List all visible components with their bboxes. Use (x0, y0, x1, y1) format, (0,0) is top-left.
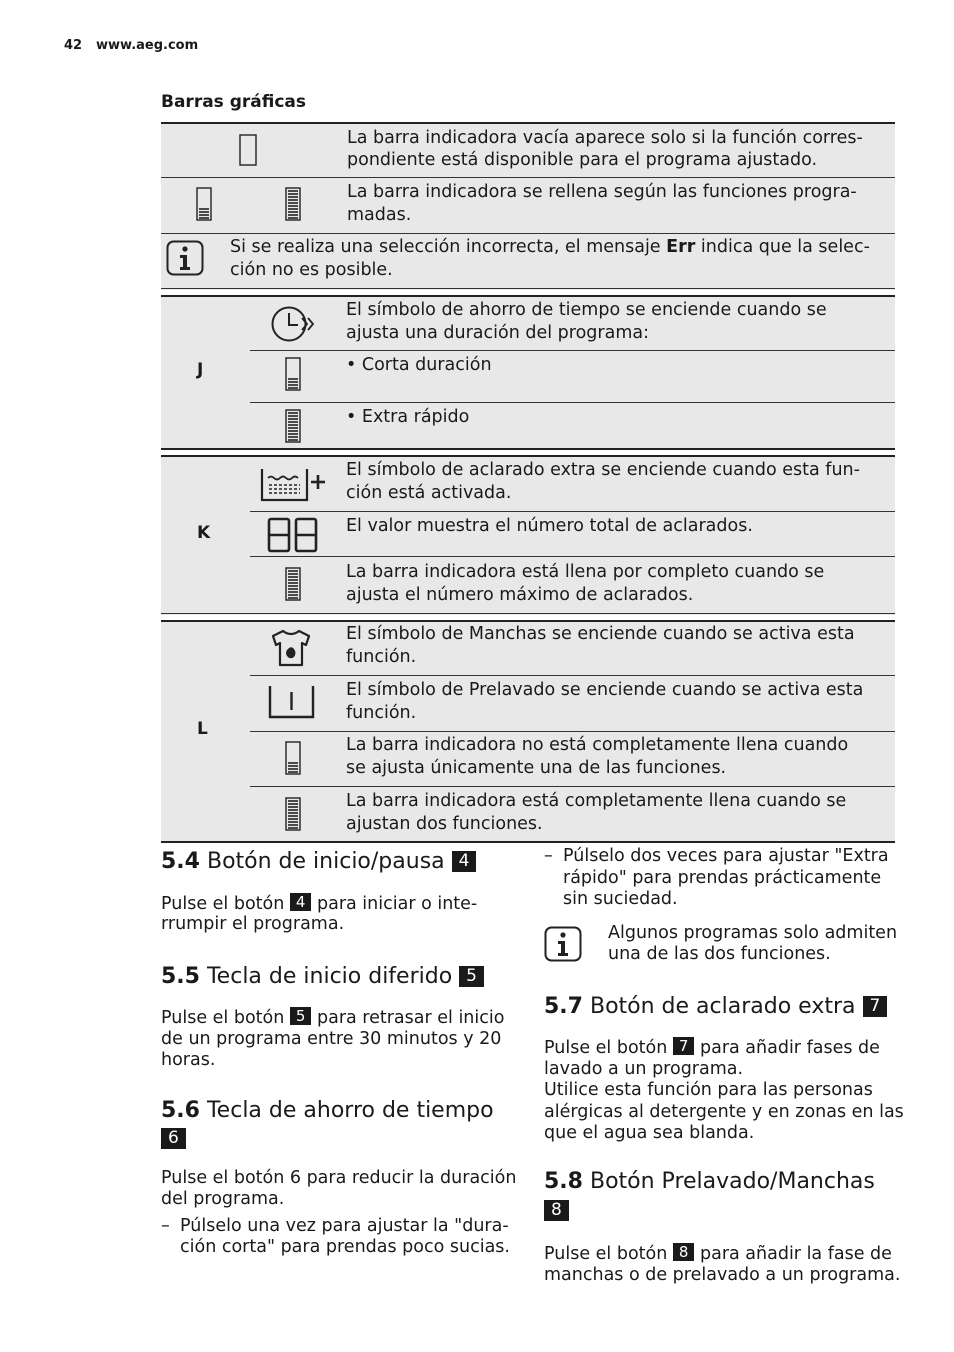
s56-d1-l2: ción corta" para prendas poco sucias. (180, 1237, 510, 1257)
j-r1-l2: ajusta una duración del programa: (346, 323, 649, 343)
j-r2-text: • Corta duración (346, 355, 492, 375)
k-r1-l2: ción está activada. (346, 483, 512, 503)
full-bar-icon (285, 187, 301, 221)
s56-d2-l2: rápido" para prendas prácticamente (563, 868, 882, 888)
time-save-icon (269, 304, 317, 344)
heading-5-8-box: 8 (544, 1200, 569, 1221)
group-l-letter: L (197, 719, 208, 739)
heading-5-6-box: 6 (161, 1128, 186, 1149)
barras-table (161, 122, 895, 290)
s55-para-l2: de un programa entre 30 minutos y 20 (161, 1029, 502, 1049)
full-bar-icon (285, 409, 301, 443)
s57-para-l1: Pulse el botón 7 para añadir fases de (544, 1037, 880, 1058)
l-r1-l1: El símbolo de Manchas se enciende cuando se activa esta (346, 624, 855, 644)
s56-info-l1: Algunos programas solo admiten (608, 923, 898, 943)
info-text-l1: Si se realiza una selección incorrecta, el mensaje Err indica que la selec- (230, 237, 870, 257)
heading-5-6: 5.6 Tecla de ahorro de tiempo (161, 1098, 494, 1123)
group-l-table (161, 620, 895, 842)
l-r3-l1: La barra indicadora no está completamente llena cuando (346, 735, 849, 755)
heading-5-7: 5.7 Botón de aclarado extra 7 (544, 993, 887, 1021)
j-r3-text: • Extra rápido (346, 407, 470, 427)
empty-bar-icon (239, 134, 257, 166)
full-bar-icon (285, 567, 301, 601)
info-text-l2: ción no es posible. (230, 260, 393, 280)
group-k-letter: K (197, 523, 211, 543)
s56-d2-l3: sin suciedad. (563, 889, 678, 909)
s56-d1-l1: Púlselo una vez para ajustar la "dura- (180, 1216, 509, 1236)
l-r2-l2: función. (346, 703, 417, 723)
l-r1-l2: función. (346, 647, 417, 667)
s55-para-l3: horas. (161, 1050, 216, 1070)
full-bar-icon (285, 797, 301, 831)
l-r4-l1: La barra indicadora está completamente llena cuando se (346, 791, 847, 811)
heading-5-5: 5.5 Tecla de inicio diferido 5 (161, 963, 484, 991)
s57-para-l5: que el agua sea blanda. (544, 1123, 755, 1143)
s56-info-l2: una de las dos funciones. (608, 944, 831, 964)
group-j-table (161, 295, 895, 450)
s55-para-l1: Pulse el botón 5 para retrasar el inicio (161, 1007, 505, 1028)
header-url: www.aeg.com (96, 38, 199, 53)
digit-display-icon (267, 517, 319, 553)
prewash-icon (268, 684, 316, 720)
section-title-barras: Barras gráficas (161, 92, 306, 112)
page-number: 42 (64, 38, 83, 53)
s54-para-l2: rrumpir el programa. (161, 914, 345, 934)
group-j-letter: J (197, 360, 204, 380)
s56-dash-2: – (544, 846, 553, 866)
row2-text-l1: La barra indicadora se rellena según las funciones progra- (347, 182, 857, 202)
s57-para-l2: lavado a un programa. (544, 1059, 744, 1079)
row1-text-l1: La barra indicadora vacía aparece solo si la función corres- (347, 128, 863, 148)
s58-para-l1: Pulse el botón 8 para añadir la fase de (544, 1243, 892, 1264)
j-r1-l1: El símbolo de ahorro de tiempo se enciende cuando se (346, 300, 827, 320)
k-r3-l1: La barra indicadora está llena por completo cuando se (346, 562, 825, 582)
l-r3-l2: se ajusta únicamente una de las funciones. (346, 758, 727, 778)
row1-text-l2: pondiente está disponible para el programa ajustado. (347, 150, 818, 170)
info-icon (166, 240, 204, 276)
extra-rinse-icon (260, 465, 328, 503)
partial-bar-icon (196, 187, 212, 221)
s58-para-l2: manchas o de prelavado a un programa. (544, 1265, 901, 1285)
k-r2-text: El valor muestra el número total de aclarados. (346, 516, 753, 536)
l-r4-l2: ajustan dos funciones. (346, 814, 543, 834)
s56-dash-1: – (161, 1216, 170, 1236)
row2-text-l2: madas. (347, 205, 412, 225)
heading-5-8: 5.8 Botón Prelavado/Manchas (544, 1169, 875, 1194)
group-k-table (161, 455, 895, 615)
k-r3-l2: ajusta el número máximo de aclarados. (346, 585, 694, 605)
partial-bar-icon (285, 741, 301, 775)
s57-para-l3: Utilice esta función para las personas (544, 1080, 873, 1100)
partial-bar-icon (285, 357, 301, 391)
s54-para-l1: Pulse el botón 4 para iniciar o inte- (161, 893, 478, 914)
stain-shirt-icon (269, 628, 313, 668)
k-r1-l1: El símbolo de aclarado extra se enciende cuando esta fun- (346, 460, 860, 480)
s57-para-l4: alérgicas al detergente y en zonas en las (544, 1102, 904, 1122)
s56-para-l2: del programa. (161, 1189, 285, 1209)
heading-5-4: 5.4 Botón de inicio/pausa 4 (161, 848, 476, 876)
info-icon (544, 926, 582, 962)
l-r2-l1: El símbolo de Prelavado se enciende cuando se activa esta (346, 680, 864, 700)
s56-para-l1: Pulse el botón 6 para reducir la duración (161, 1168, 517, 1188)
s56-d2-l1: Púlselo dos veces para ajustar "Extra (563, 846, 889, 866)
